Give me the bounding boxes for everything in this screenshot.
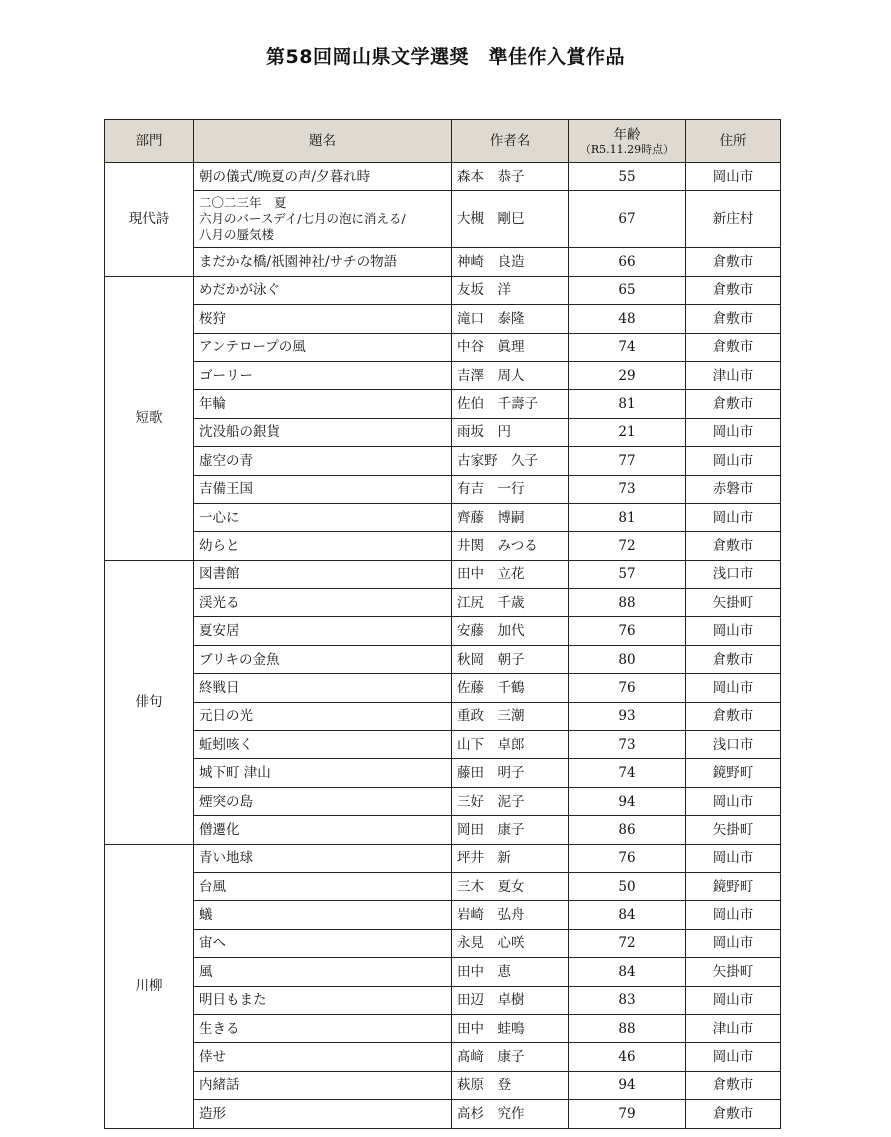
- table-row: [105, 901, 781, 929]
- work-title-cell: [194, 361, 452, 389]
- age-cell: 73: [569, 731, 686, 759]
- address-cell: 倉敷市: [686, 645, 781, 673]
- table-row: [105, 1071, 781, 1099]
- work-title-cell: [194, 447, 452, 475]
- address-cell: 倉敷市: [686, 702, 781, 730]
- address-cell: 浅口市: [686, 731, 781, 759]
- age-cell: 73: [569, 475, 686, 503]
- address-cell: 岡山市: [686, 418, 781, 446]
- work-title-cell: [194, 503, 452, 531]
- table-row: [105, 589, 781, 617]
- work-title-cell: [194, 986, 452, 1014]
- table-row: [105, 844, 781, 872]
- work-title-line: 虚空の青: [199, 452, 253, 469]
- work-title-cell: [194, 1071, 452, 1099]
- table-row: [105, 731, 781, 759]
- work-title-line: 明日もまた: [199, 992, 267, 1009]
- address-cell: 赤磐市: [686, 475, 781, 503]
- author-cell: 有吉 一行: [452, 475, 569, 503]
- work-title-line: 蚯蚓咳く: [199, 736, 253, 753]
- work-title-cell: [194, 418, 452, 446]
- work-title-line: 図書館: [199, 566, 240, 583]
- age-cell: 72: [569, 532, 686, 560]
- author-cell: 田辺 卓樹: [452, 986, 569, 1014]
- work-title-line: 宙へ: [199, 935, 226, 952]
- work-title-line: 終戦日: [199, 679, 240, 696]
- work-title-cell: [194, 1014, 452, 1042]
- age-cell: 81: [569, 503, 686, 531]
- author-cell: 田中 蛙鳴: [452, 1014, 569, 1042]
- header-age-label: 年齢: [613, 126, 641, 143]
- work-title-cell: [194, 731, 452, 759]
- work-title-line: 幼らと: [199, 537, 240, 554]
- author-cell: 滝口 泰隆: [452, 305, 569, 333]
- work-title-cell: [194, 816, 452, 844]
- work-title-line: 青い地球: [199, 850, 253, 867]
- table-row: [105, 1100, 781, 1128]
- work-title-line: 造形: [199, 1105, 226, 1122]
- category-cell: 現代詩: [105, 163, 194, 277]
- age-cell: 65: [569, 276, 686, 304]
- work-title-line: 年輪: [199, 396, 226, 413]
- author-cell: 吉澤 周人: [452, 361, 569, 389]
- age-cell: 76: [569, 674, 686, 702]
- work-title-cell: [194, 475, 452, 503]
- address-cell: 矢掛町: [686, 589, 781, 617]
- table-row: [105, 503, 781, 531]
- work-title-cell: [194, 645, 452, 673]
- age-cell: 74: [569, 759, 686, 787]
- header-category: 部門: [105, 120, 194, 163]
- address-cell: 倉敷市: [686, 333, 781, 361]
- table-row: [105, 361, 781, 389]
- author-cell: 三好 泥子: [452, 787, 569, 815]
- age-cell: 81: [569, 390, 686, 418]
- work-title-line: 倖せ: [199, 1049, 226, 1066]
- table-row: [105, 560, 781, 588]
- header-address: 住所: [686, 120, 781, 163]
- work-title-cell: [194, 589, 452, 617]
- age-cell: 57: [569, 560, 686, 588]
- work-title-cell: [194, 617, 452, 645]
- age-cell: 77: [569, 447, 686, 475]
- address-cell: 矢掛町: [686, 958, 781, 986]
- address-cell: 岡山市: [686, 674, 781, 702]
- address-cell: 倉敷市: [686, 1100, 781, 1128]
- address-cell: 津山市: [686, 1014, 781, 1042]
- author-cell: 雨坂 円: [452, 418, 569, 446]
- table-row: [105, 333, 781, 361]
- address-cell: 鏡野町: [686, 872, 781, 900]
- table-row: [105, 958, 781, 986]
- age-cell: 74: [569, 333, 686, 361]
- author-cell: 萩原 登: [452, 1071, 569, 1099]
- work-title-cell: [194, 532, 452, 560]
- work-title-line: 生きる: [199, 1020, 240, 1037]
- work-title-cell: [194, 1100, 452, 1128]
- author-cell: 佐伯 千壽子: [452, 390, 569, 418]
- author-cell: 岡田 康子: [452, 816, 569, 844]
- work-title-cell: [194, 163, 452, 191]
- work-title-cell: [194, 872, 452, 900]
- author-cell: 坪井 新: [452, 844, 569, 872]
- author-cell: 永見 心咲: [452, 929, 569, 957]
- header-age: [569, 120, 686, 163]
- work-title-line: アンテロープの風: [199, 339, 306, 356]
- work-title-line: ブリキの金魚: [199, 651, 280, 668]
- author-cell: 神崎 良造: [452, 248, 569, 276]
- work-title-cell: [194, 390, 452, 418]
- age-cell: 46: [569, 1043, 686, 1071]
- work-title-cell: [194, 333, 452, 361]
- address-cell: 倉敷市: [686, 1071, 781, 1099]
- author-cell: 齊藤 博嗣: [452, 503, 569, 531]
- work-title-cell: [194, 560, 452, 588]
- age-cell: 21: [569, 418, 686, 446]
- table-row: [105, 475, 781, 503]
- address-cell: 岡山市: [686, 844, 781, 872]
- age-cell: 86: [569, 816, 686, 844]
- author-cell: 重政 三潮: [452, 702, 569, 730]
- address-cell: 浅口市: [686, 560, 781, 588]
- author-cell: 古家野 久子: [452, 447, 569, 475]
- age-cell: 72: [569, 929, 686, 957]
- table-row: [105, 1043, 781, 1071]
- work-title-line: 八月の蜃気楼: [199, 227, 275, 243]
- author-cell: 佐藤 千鶴: [452, 674, 569, 702]
- table-row: [105, 532, 781, 560]
- work-title-cell: [194, 1043, 452, 1071]
- work-title-cell: [194, 759, 452, 787]
- age-cell: 80: [569, 645, 686, 673]
- author-cell: 山下 卓郎: [452, 731, 569, 759]
- age-cell: 55: [569, 163, 686, 191]
- table-row: [105, 248, 781, 276]
- work-title-cell: [194, 305, 452, 333]
- age-cell: 67: [569, 191, 686, 248]
- work-title-cell: [194, 702, 452, 730]
- work-title-line: 城下町 津山: [199, 765, 271, 782]
- table-row: [105, 191, 781, 248]
- work-title-cell: [194, 248, 452, 276]
- work-title-line: 台風: [199, 878, 226, 895]
- work-title-cell: [194, 276, 452, 304]
- work-title-cell: [194, 844, 452, 872]
- age-cell: 93: [569, 702, 686, 730]
- age-cell: 66: [569, 248, 686, 276]
- table-row: [105, 929, 781, 957]
- address-cell: 倉敷市: [686, 276, 781, 304]
- work-title-line: 蟻: [199, 907, 213, 924]
- table-row: [105, 759, 781, 787]
- table-row: [105, 617, 781, 645]
- age-cell: 79: [569, 1100, 686, 1128]
- age-cell: 84: [569, 958, 686, 986]
- category-cell: 川柳: [105, 844, 194, 1128]
- category-cell: 短歌: [105, 276, 194, 560]
- table-row: [105, 986, 781, 1014]
- address-cell: 岡山市: [686, 503, 781, 531]
- work-title-line: 渓光る: [199, 594, 240, 611]
- author-cell: 田中 立花: [452, 560, 569, 588]
- work-title-cell: [194, 787, 452, 815]
- table-row: [105, 702, 781, 730]
- work-title-cell: [194, 191, 452, 248]
- author-cell: 中谷 眞理: [452, 333, 569, 361]
- header-author: 作者名: [452, 120, 569, 163]
- table-row: [105, 418, 781, 446]
- work-title-line: まだかな橋/祇園神社/サチの物語: [199, 254, 398, 271]
- work-title-line: 一心に: [199, 509, 240, 526]
- age-cell: 94: [569, 787, 686, 815]
- work-title-line: 煙突の島: [199, 793, 253, 810]
- work-title-line: 二〇二三年 夏: [199, 195, 287, 211]
- document-title: 第58回岡山県文学選奨 準佳作入賞作品: [266, 46, 625, 68]
- address-cell: 倉敷市: [686, 390, 781, 418]
- age-cell: 83: [569, 986, 686, 1014]
- age-cell: 88: [569, 589, 686, 617]
- age-cell: 76: [569, 844, 686, 872]
- work-title-line: 元日の光: [199, 708, 253, 725]
- table-row: [105, 447, 781, 475]
- address-cell: 岡山市: [686, 901, 781, 929]
- work-title-cell: [194, 674, 452, 702]
- address-cell: 岡山市: [686, 986, 781, 1014]
- age-cell: 88: [569, 1014, 686, 1042]
- table-row: [105, 872, 781, 900]
- age-cell: 29: [569, 361, 686, 389]
- address-cell: 倉敷市: [686, 532, 781, 560]
- address-cell: 岡山市: [686, 617, 781, 645]
- author-cell: 友坂 洋: [452, 276, 569, 304]
- author-cell: 田中 恵: [452, 958, 569, 986]
- table-row: [105, 1014, 781, 1042]
- table-row: [105, 645, 781, 673]
- author-cell: 秋岡 朝子: [452, 645, 569, 673]
- work-title-line: 六月のバースデイ/七月の泡に消える/: [199, 211, 406, 227]
- author-cell: 安藤 加代: [452, 617, 569, 645]
- address-cell: 鏡野町: [686, 759, 781, 787]
- author-cell: 岩崎 弘舟: [452, 901, 569, 929]
- work-title-line: 朝の儀式/晩夏の声/夕暮れ時: [199, 168, 371, 185]
- address-cell: 岡山市: [686, 1043, 781, 1071]
- table-row: [105, 163, 781, 191]
- address-cell: 津山市: [686, 361, 781, 389]
- table-header-row: [105, 120, 781, 163]
- author-cell: 森本 恭子: [452, 163, 569, 191]
- work-title-line: 夏安居: [199, 623, 240, 640]
- age-cell: 94: [569, 1071, 686, 1099]
- author-cell: 三木 夏女: [452, 872, 569, 900]
- table-row: [105, 674, 781, 702]
- table-row: [105, 276, 781, 304]
- work-title-line: 風: [199, 963, 213, 980]
- work-title-line: 吉備王国: [199, 481, 253, 498]
- work-title-cell: [194, 958, 452, 986]
- author-cell: 井関 みつる: [452, 532, 569, 560]
- table-body: [105, 163, 781, 1129]
- work-title-line: ゴーリー: [199, 367, 253, 384]
- work-title-line: 沈没船の銀貨: [199, 424, 280, 441]
- author-cell: 藤田 明子: [452, 759, 569, 787]
- work-title-line: 内緒話: [199, 1077, 240, 1094]
- age-cell: 48: [569, 305, 686, 333]
- age-cell: 84: [569, 901, 686, 929]
- address-cell: 新庄村: [686, 191, 781, 248]
- header-age-note: （R5.11.29時点）: [579, 142, 675, 156]
- address-cell: 矢掛町: [686, 816, 781, 844]
- address-cell: 倉敷市: [686, 305, 781, 333]
- age-cell: 50: [569, 872, 686, 900]
- category-cell: 俳句: [105, 560, 194, 844]
- author-cell: 江尻 千歳: [452, 589, 569, 617]
- work-title-line: 桜狩: [199, 310, 226, 327]
- award-table: [104, 119, 781, 1129]
- age-cell: 76: [569, 617, 686, 645]
- address-cell: 岡山市: [686, 163, 781, 191]
- header-work: 題名: [194, 120, 452, 163]
- table-row: [105, 390, 781, 418]
- work-title-line: 僧遷化: [199, 821, 240, 838]
- table-row: [105, 305, 781, 333]
- author-cell: 髙﨑 康子: [452, 1043, 569, 1071]
- address-cell: 岡山市: [686, 929, 781, 957]
- address-cell: 岡山市: [686, 447, 781, 475]
- work-title-cell: [194, 929, 452, 957]
- table-row: [105, 787, 781, 815]
- work-title-cell: [194, 901, 452, 929]
- address-cell: 岡山市: [686, 787, 781, 815]
- author-cell: 高杉 究作: [452, 1100, 569, 1128]
- address-cell: 倉敷市: [686, 248, 781, 276]
- work-title-line: めだかが泳ぐ: [199, 282, 280, 299]
- table-row: [105, 816, 781, 844]
- author-cell: 大槻 剛巳: [452, 191, 569, 248]
